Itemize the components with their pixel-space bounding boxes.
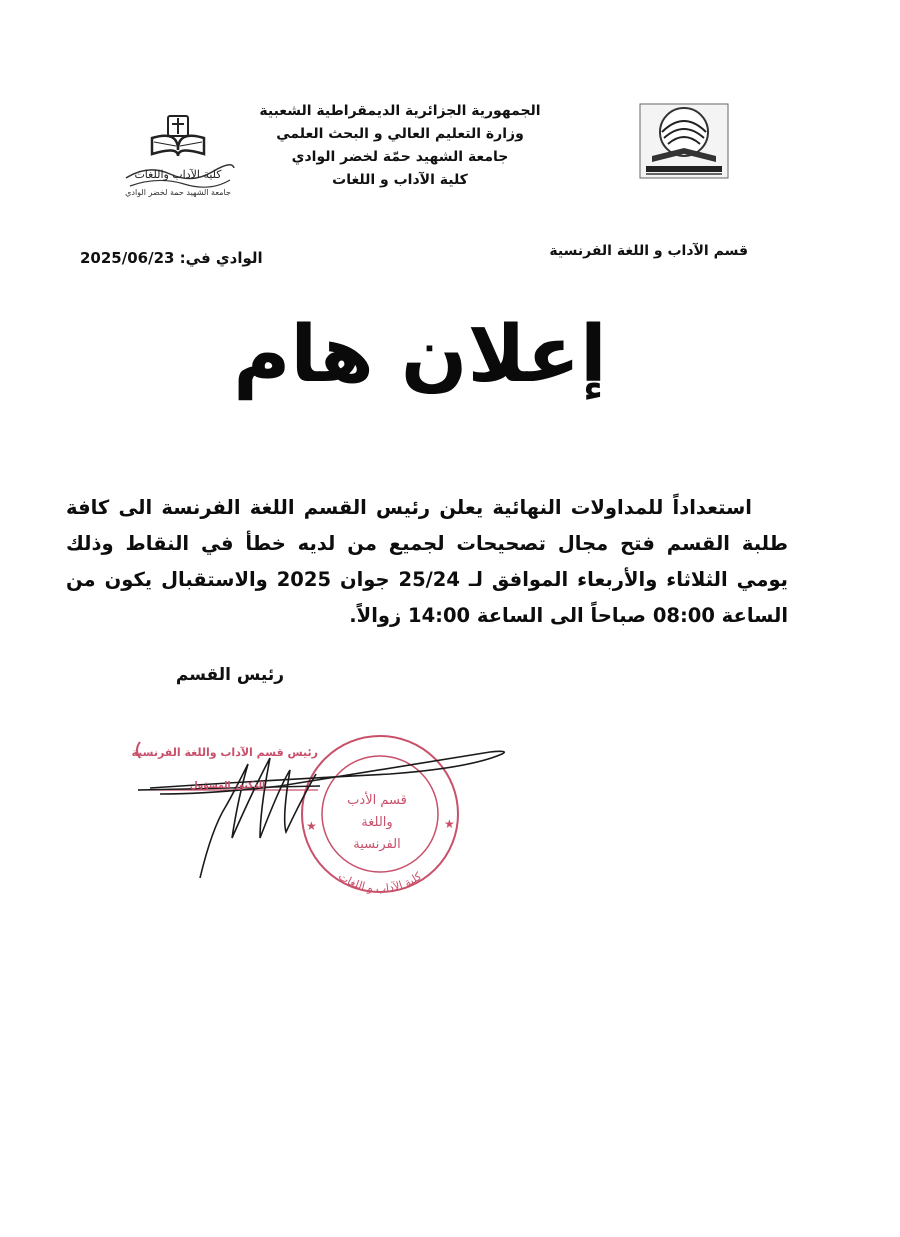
department-name: قسم الآداب و اللغة الفرنسية (549, 243, 748, 259)
stamp-star-right: ★ (444, 817, 455, 831)
rect-stamp-name: الدكتور المسؤول (189, 781, 266, 791)
place-date: الوادي في: 2025/06/23 (80, 249, 263, 267)
header-line-university: جامعة الشهيد حمّة لخضر الوادي (291, 149, 509, 165)
ministry-header (240, 100, 560, 192)
round-stamp-line-2: واللغة (361, 815, 393, 830)
signatory-title: رئيس القسم (175, 665, 284, 685)
announcement-body (66, 490, 788, 634)
round-stamp-center (322, 790, 432, 856)
signature-stroke-1 (200, 758, 316, 878)
header-line-republic: الجمهورية الجزائرية الديمقراطية الشعبية (259, 103, 541, 119)
stamp-star-left: ★ (306, 819, 317, 833)
university-logo-icon (638, 102, 730, 180)
header-line-faculty: كلية الآداب و اللغات (332, 172, 468, 188)
announcement-title: إعلان هام (233, 310, 607, 400)
rect-stamp-title: رئيس قسم الآداب واللغة الفرنسية (131, 746, 318, 759)
body-line-3: الثلاثاء والأربعاء الموافق لـ 25/24 جوان 2025 والاستقبال يكون من (66, 568, 728, 591)
body-line-1: استعداداً للمداولات النهائية يعلن رئيس القسم اللغة الفرنسة الى كافة (66, 496, 752, 519)
faculty-logo-subtext: جامعة الشهيد حمة لخضر الوادي (125, 188, 231, 197)
round-stamp-ring-text: كلية الآداب و اللغات (335, 869, 425, 896)
header-line-ministry: وزارة التعليم العالي و البحث العلمي (276, 126, 524, 142)
body-line-2: طلبة القسم فتح مجال تصحيحات لجميع من لديه خطأ في النقاط وذلك يومي (66, 532, 788, 591)
round-stamp-line-1: قسم الأدب (347, 793, 407, 808)
round-stamp-line-3: الفرنسية (353, 837, 401, 852)
faculty-logo (118, 112, 238, 204)
body-line-4: الساعة 08:00 صباحاً الى الساعة 14:00 زوالاً. (349, 604, 788, 627)
faculty-logo-text: كلية الآداب واللغات (134, 168, 222, 181)
